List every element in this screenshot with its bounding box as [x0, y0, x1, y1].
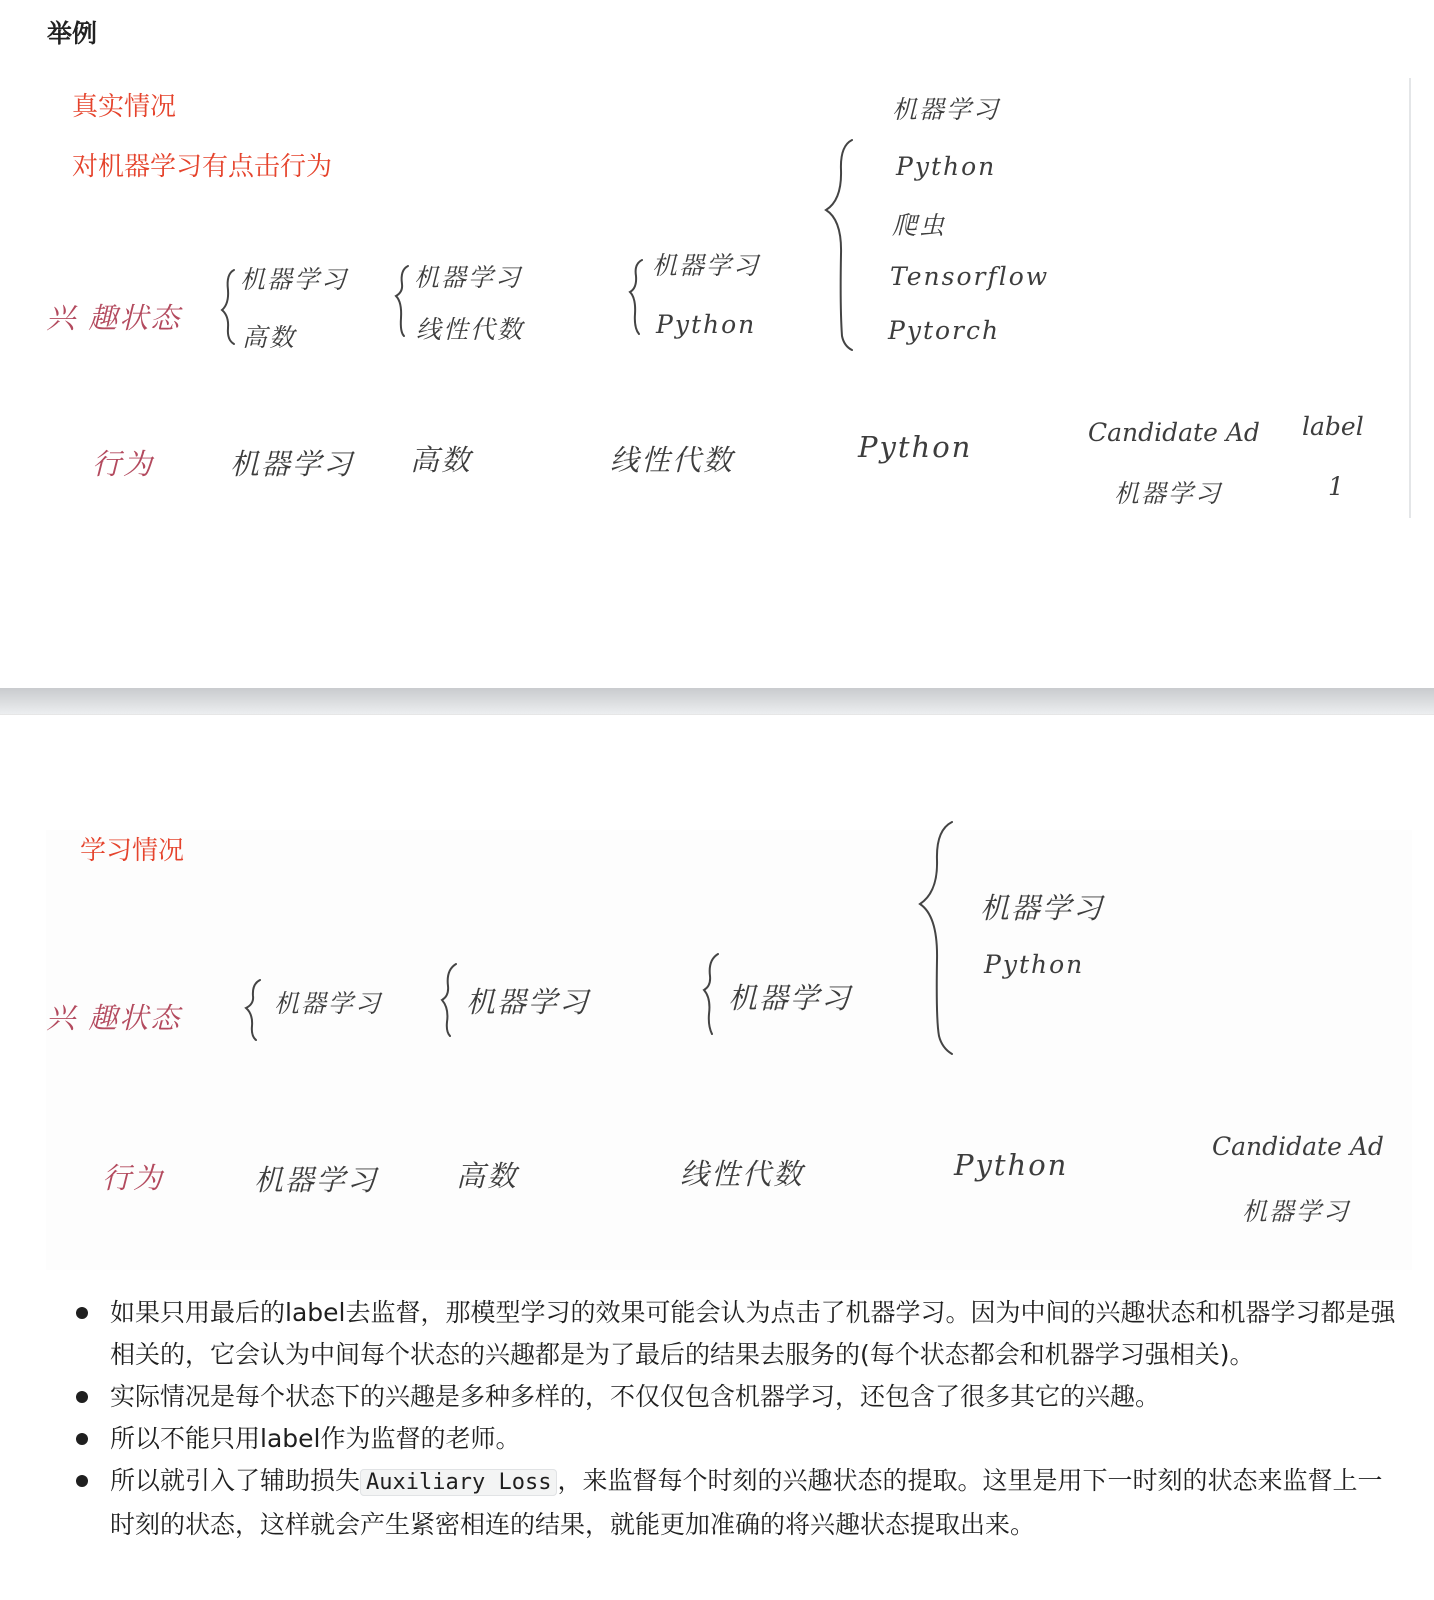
list-item-text: 所以就引入了辅助损失 — [110, 1466, 361, 1495]
group3-item1: 机器学习 — [652, 251, 761, 280]
brace-group-2 — [396, 266, 408, 336]
group4-item1: 机器学习 — [892, 95, 1001, 124]
brace-group-4 — [826, 140, 852, 350]
group4-item2: Python — [896, 152, 997, 181]
section-heading: 举例 — [47, 19, 98, 48]
learning-situation-image — [46, 830, 1412, 1270]
list-item-text: ，来监督每个时刻的兴趣状态的提取。这里是用下一时刻的状态来监督上一时刻的状态，这样就会产生紧密相连的结果，就能更加准确的将兴趣状态提取出来。 — [110, 1466, 1383, 1539]
click-behavior-title: 对机器学习有点击行为 — [72, 152, 333, 182]
brace2-group-2 — [442, 964, 456, 1036]
behavior2-1: 机器学习 — [254, 1163, 379, 1197]
behavior-1: 机器学习 — [230, 447, 355, 481]
interest-state-label-2: 兴 趣状态 — [46, 1001, 182, 1035]
interest-state-label: 兴 趣状态 — [46, 301, 182, 335]
behavior-2: 高数 — [410, 443, 473, 477]
page-separator — [0, 688, 1434, 714]
candidate-ad-header: Candidate Ad — [1088, 418, 1260, 447]
group2-3-item1: 机器学习 — [728, 981, 853, 1015]
brace-group-1 — [222, 270, 234, 344]
group4-item3: 爬虫 — [892, 211, 947, 240]
list-item: 如果只用最后的label去监督，那模型学习的效果可能会认为点击了机器学习。因为中间的兴趣状态和机器学习都是强相关的，它会认为中间每个状态的兴趣都是为了最后的结果去服务的(每个状态都会和机器学习强相关)。 — [64, 1292, 1404, 1376]
group3-item2: Python — [656, 310, 757, 339]
group4-item4: Tensorflow — [890, 262, 1050, 291]
group2-4-item2: Python — [984, 950, 1085, 979]
candidate-ad-value-2: 机器学习 — [1242, 1197, 1351, 1226]
brace2-group-3 — [704, 954, 718, 1034]
real-situation-image — [46, 78, 1412, 530]
candidate-ad-header-2: Candidate Ad — [1212, 1132, 1384, 1161]
group2-1-item1: 机器学习 — [274, 989, 383, 1018]
group2-item1: 机器学习 — [414, 263, 523, 292]
inline-code: Auxiliary Loss — [360, 1469, 557, 1496]
behavior-4: Python — [858, 430, 973, 464]
group4-item5: Pytorch — [888, 316, 1001, 345]
candidate-ad-value: 机器学习 — [1114, 479, 1223, 508]
label-header: label — [1302, 412, 1364, 441]
group2-4-item1: 机器学习 — [980, 891, 1105, 925]
behavior2-3: 线性代数 — [680, 1157, 805, 1191]
brace2-group-4 — [920, 822, 952, 1054]
group2-item2: 线性代数 — [416, 315, 525, 344]
list-item: 所以不能只用label作为监督的老师。 — [64, 1418, 1404, 1460]
list-item: 实际情况是每个状态下的兴趣是多种多样的，不仅仅包含机器学习，还包含了很多其它的兴趣。 — [64, 1376, 1404, 1418]
brace2-group-1 — [246, 980, 260, 1040]
learning-title: 学习情况 — [80, 836, 185, 866]
separator-line — [0, 714, 1434, 715]
explanation-list — [64, 1292, 1404, 1546]
behavior-label: 行为 — [92, 447, 155, 481]
group1-item1: 机器学习 — [240, 265, 349, 294]
behavior2-2: 高数 — [456, 1159, 519, 1193]
list-item — [64, 1460, 1404, 1546]
brace-layer-2 — [46, 830, 1412, 1270]
behavior2-4: Python — [954, 1148, 1069, 1182]
label-value: 1 — [1328, 472, 1346, 501]
behavior-label-2: 行为 — [102, 1161, 165, 1195]
group1-item2: 高数 — [242, 323, 297, 352]
group2-2-item1: 机器学习 — [466, 985, 591, 1019]
brace-group-3 — [630, 260, 642, 334]
real-title: 真实情况 — [72, 92, 177, 122]
behavior-3: 线性代数 — [610, 443, 735, 477]
